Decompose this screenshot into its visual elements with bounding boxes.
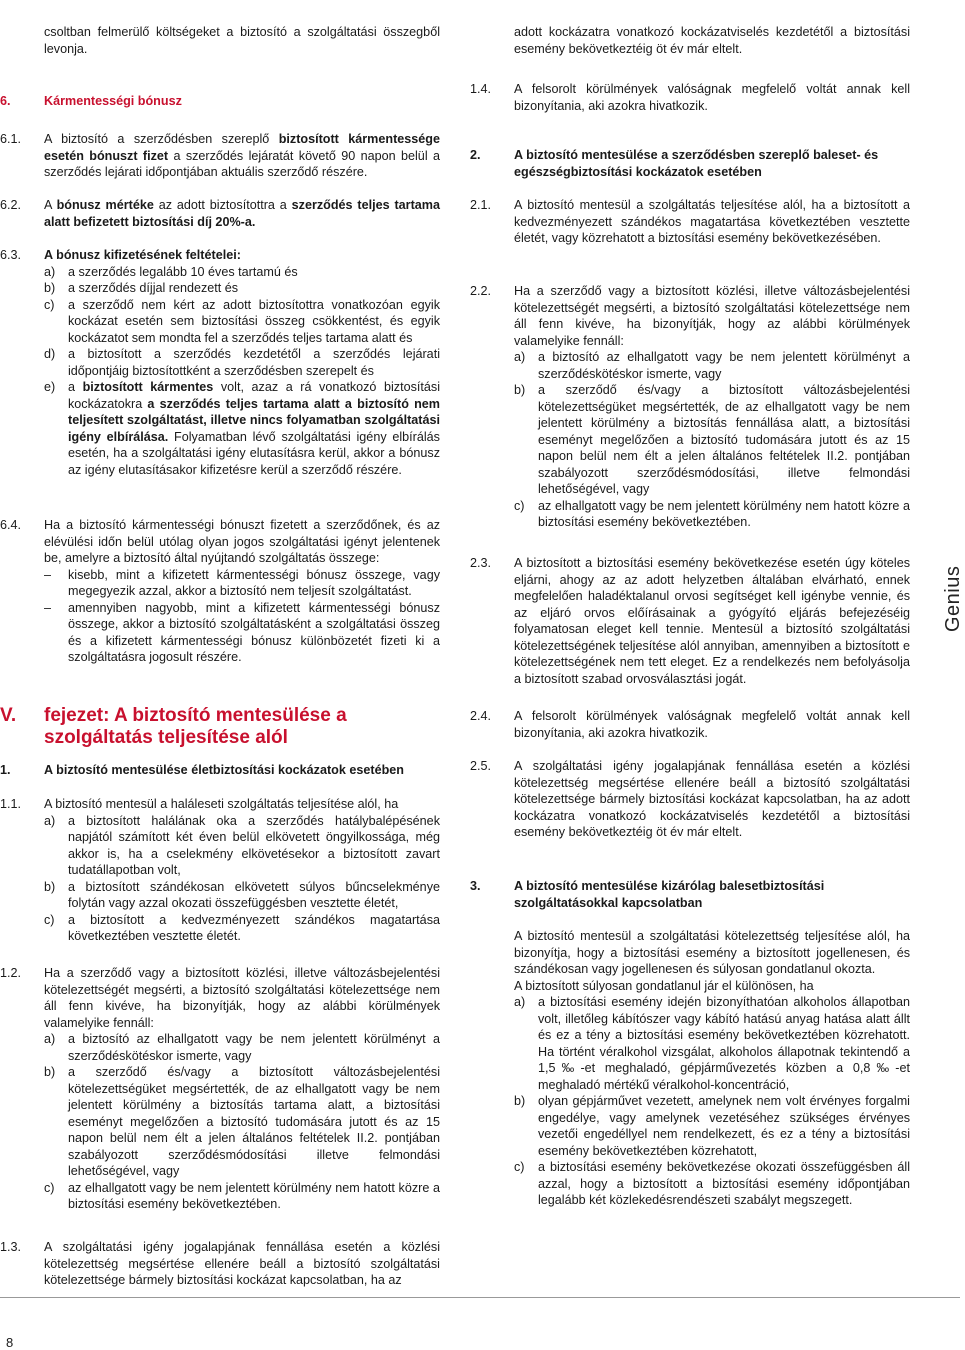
section-2-1: 2.1. A biztosító mentesül a szolgáltatás teljesítése alól, ha a biztosított a kedvezményezett szándékos magatartása következtében vesztette életét, vagy közrehatott a biztosítási esemény bekövetkezésében.	[470, 198, 910, 245]
page-number: 8	[6, 1335, 14, 1350]
list-item: c) a biztosított a kedvezményezett szándékos magatartása következtében vesztette életét.	[44, 912, 440, 943]
list-item: b) olyan gépjárművet vezetett, amelynek nem volt érvényes forgalmi engedélye, vagy amelynek vezetéséhez szükséges érvényes vezetői engedéllyel nem rendelkezett, és ez a tény a biztosítási esemény bekövetkeztében közrehatott,	[514, 1094, 910, 1158]
section-2-3: 2.3. A biztosított a biztosítási esemény bekövetkezése esetén úgy köteles eljárni, ahogy az az adott helyzetben általában elvárható, ennek megfelelően haladéktalanul orvosi segítséget kell igénybe vennie, és az eljáró orvos előírásainak a gyógyító eljárás befejezéséig folyamatosan eleget kell tennie. Mentesül a biztosító szolgáltatási kötelezettségének teljesítése alól annyiban, amennyiben a biztosított e kötelezettségének nem tett eleget. Ez a rendelkezés nem befolyásolja a biztosított szabad orvosválasztási jogát.	[470, 556, 910, 686]
list-item: b) a szerződés díjjal rendezett és	[44, 281, 239, 295]
section-6-4: 6.4. Ha a biztosító kármentességi bónuszt fizetett a szerződőnek, és az elévülési időn belül utólag olyan jogos szolgáltatási igényt jelentenek be, amelyre a biztosító által nyújtandó szolgáltatás összege: – kisebb, mint a kifizetett kármentességi bónusz összege, vagy megegyezik azzal, akkor a biztosító nem teljesít szolgáltatást. – amennyiben nagyobb, mint a kifizetett kármentességi bónusz összege, akkor a biztosító szolgáltatásként a szolgáltatási összeg és a kifizetett kármentességi bónusz különbözetét fizeti ki a szolgáltatásra jogosult részére.	[0, 518, 440, 664]
section-6-3: 6.3. A bónusz kifizetésének feltételei: a) a szerződés legalább 10 éves tartamú és b) a szerződés díjjal rendezett és c) a szerződő nem kért az adott biztosítottra vonatkozóan egyik kockázat esetén sem biztosítási összeg csökkentést, és egyik kockázatot sem mondta fel a szerződés teljes tartama alatt és d) a biztosított a szerződés kezdetétől a szerződés lejárati időpontjáig biztosítottként a szerződésben szerepelt és e) a biztosított kármentes volt, azaz a rá vonatkozó biztosítási kockázatokra a szerződés teljes tartama alatt a biztosító nem teljesített szolgáltatást, illetve nincs folyamatban szolgáltatási igény elbírálása. Folyamatban lévő szolgáltatási igény elbírálás esetén, ha a szolgáltatási igény elutasításra kerül, akkor a bónusz az igény elutasításakor kifizetésre kerül a szerződő részére.	[0, 248, 440, 477]
list-item: – kisebb, mint a kifizetett kármentességi bónusz összege, vagy megegyezik azzal, akkor a biztosító nem teljesít szolgáltatást.	[44, 567, 440, 598]
list-item: a) a biztosított halálának oka a szerződés hatálybalépésének napjától számított két éven belül elkövetett öngyilkossága, még akkor is, ha a cselekmény elkövetésekor a biztosított zavart tudatállapotban volt,	[44, 813, 440, 877]
section-1-heading: 1. A biztosító mentesülése életbiztosítási kockázatok esetében	[0, 763, 404, 777]
section-1-2: 1.2. Ha a szerződő vagy a biztosított közlési, illetve változásbejelentési kötelezettségét megsérti, a biztosító szolgáltatási kötelezettsége nem áll fenn kivéve, ha bizonyítják, hogy az alábbi körülmények valamelyike fennáll: a) a biztosító az elhallgatott vagy be nem jelentett körülményt a szerződéskötéskor ismerte, vagy b) a szerződő és/vagy a biztosított változásbejelentési kötelezettségüket megsértették, de az elhallgatott vagy be nem jelentett körülmény a biztosítás tartama alatt, a biztosítási eseményt megelőzően a biztosító tudomására jutott és az 15 napon belül nem élt a jelen általános feltételek II.2. pontjában szabályozott szerződésmódosítási illetve felmondási lehetőségével, vagy c) az elhallgatott vagy be nem jelentett körülmény nem hatott közre a biztosítási esemény bekövetkeztében.	[0, 966, 440, 1211]
section-2-5: 2.5. A szolgáltatási igény jogalapjának fennállása esetén a közlési kötelezettség megsértése ellenére beáll a biztosító szolgáltatási kötelezettsége bármely biztosítási kockázat kapcsolatban, ha az adott kockázatra vonatkozó kockázatviselés kezdetétől a biztosítási esemény bekövetkeztéig öt év már eltelt.	[470, 759, 910, 839]
left-intro-paragraph: csoltban felmerülő költségeket a biztosító a szolgáltatási összegből levonja.	[44, 25, 440, 56]
section-1-3: 1.3. A szolgáltatási igény jogalapjának fennállása esetén a közlési kötelezettség megsértése ellenére beáll a biztosító szolgáltatási kötelezettsége bármely biztosítási kockázat kapcsolatban, ha az	[0, 1240, 440, 1287]
list-item: e) a biztosított kármentes volt, azaz a rá vonatkozó biztosítási kockázatokra a szerződés teljes tartama alatt a biztosító nem teljesített szolgáltatást, illetve nincs folyamatban szolgáltatási igény elbírálása. Folyamatban lévő szolgáltatási igény elbírálás esetén, ha a szolgáltatási igény elutasításra kerül, akkor a bónusz az igény elutasításakor kifizetésre kerül a szerződő részére.	[44, 380, 440, 477]
section-3-heading: 3. A biztosító mentesülése kizárólag balesetbiztosítási szolgáltatásokkal kapcsolatban	[470, 879, 825, 910]
section-6-3-title: A bónusz kifizetésének feltételei:	[44, 248, 241, 262]
list-item: c) a biztosítási esemény bekövetkezése okozati összefüggésben áll azzal, hogy a biztosított a biztosítási esemény időpontjában legalább két közlekedésrendészeti szabályt megszegett.	[514, 1160, 910, 1207]
section-6-1: 6.1. A biztosító a szerződésben szereplő biztosított kármentessége esetén bónuszt fizet a szerződés lejáratát követő 90 napon belül a szerződés lejárati időpontjában aktuális szerződő részére.	[0, 132, 440, 179]
right-intro-paragraph: adott kockázatra vonatkozó kockázatviselés kezdetétől a biztosítási esemény bekövetkeztéig öt év már eltelt.	[514, 25, 910, 56]
list-item: a) a biztosítási esemény idején bizonyíthatóan alkoholos állapotban volt, illetőleg kábítószer vagy kábító hatású anyag hatása alatt állt és ez a tény a biztosítási esemény bekövetkeztében közrehatott. Ha történt véralkohol vizsgálat, alkoholos állapotnak tekintendő a 1,5‰-et meghaladó, gépjárművezetés közben a 0,8‰-et meghaladó mértékű véralkohol-koncentráció,	[514, 995, 910, 1092]
section-1-1: 1.1. A biztosító mentesül a haláleseti szolgáltatás teljesítése alól, ha a) a biztosított halálának oka a szerződés hatálybalépésének napjától számított két éven belül elkövetett öngyilkossága, még akkor is, ha a cselekmény elkövetésekor a biztosított zavart tudatállapotban volt, b) a biztosított szándékosan elkövetett súlyos bűncselekménye folytán vagy azzal okozati összefüggésben vesztette életét, c) a biztosított a kedvezményezett szándékos magatartása következtében vesztette életét.	[0, 797, 440, 943]
section-2-2: 2.2. Ha a szerződő vagy a biztosított közlési, illetve változásbejelentési kötelezettségét megsérti, a biztosító szolgáltatási kötelezettsége nem áll fenn kivéve, ha bizonyítják, hogy az alábbi körülmények valamelyike fennáll: a) a biztosító az elhallgatott vagy be nem jelentett körülményt a szerződéskötéskor ismerte, vagy b) a szerződő és/vagy a biztosított változásbejelentési kötelezettségüket megsértették, de az elhallgatott vagy be nem jelentett körülmény a biztosítás fennállása alatt, a biztosítási eseményt megelőzően a biztosító tudomására jutott és az 15 napon belül nem élt a jelen általános feltételek II.2. pontjában szabályozott szerződésmódosítási, illetve felmondási lehetőségével, vagy c) az elhallgatott vagy be nem jelentett körülmény nem hatott közre a biztosítási esemény bekövetkeztében.	[470, 284, 910, 529]
list-item: b) a szerződő és/vagy a biztosított változásbejelentési kötelezettségüket megsértették, de az elhallgatott vagy be nem jelentett körülmény a biztosítás fennállása alatt, a biztosítási eseményt megelőzően a biztosító tudomására jutott és az 15 napon belül nem élt a jelen általános feltételek II.2. pontjában szabályozott szerződésmódosítási, illetve felmondási lehetőségével, vagy	[514, 383, 910, 496]
section-2-heading: 2. A biztosító mentesülése a szerződésben szereplő baleset- és egészségbiztosítási kockázatok esetében	[470, 148, 879, 179]
section-2-4: 2.4. A felsorolt körülmények valóságnak megfelelő voltát annak kell bizonyítania, aki azokra hivatkozik.	[470, 709, 910, 740]
list-item: c) az elhallgatott vagy be nem jelentett körülmény nem hatott közre a biztosítási esemény bekövetkeztében.	[514, 498, 910, 529]
list-item: – amennyiben nagyobb, mint a kifizetett kármentességi bónusz összege, akkor a biztosító szolgáltatásként a szolgáltatási összeg és a kifizetett kármentességi bónusz különbözetét fizeti ki a szolgáltatásra jogosult részére.	[44, 600, 440, 664]
list-item: c) az elhallgatott vagy be nem jelentett körülmény nem hatott közre a biztosítási esemény bekövetkeztében.	[44, 1180, 440, 1211]
section-1-4: 1.4. A felsorolt körülmények valóságnak megfelelő voltát annak kell bizonyítania, aki azokra hivatkozik.	[470, 82, 910, 113]
list-item: a) a biztosító az elhallgatott vagy be nem jelentett körülményt a szerződéskötéskor ismerte, vagy	[44, 1032, 440, 1063]
list-item: a) a biztosító az elhallgatott vagy be nem jelentett körülményt a szerződéskötéskor ismerte, vagy	[514, 350, 910, 381]
section-6-heading: 6. Kármentességi bónusz	[0, 94, 182, 108]
list-item: c) a szerződő nem kért az adott biztosítottra vonatkozóan egyik kockázat esetén sem biztosítási összeg csökkentést, és egyik kockázatot sem mondta fel a szerződés teljes tartama alatt és	[44, 297, 440, 345]
list-item: d) a biztosított a szerződés kezdetétől a szerződés lejárati időpontjáig biztosítottként a szerződésben szerepelt és	[44, 347, 440, 378]
list-item: b) a szerződő és/vagy a biztosított változásbejelentési kötelezettségüket megsértették, de az elhallgatott vagy be nem jelentett körülmény a biztosítás tartama alatt, a biztosítási eseményt megelőzően a biztosító tudomására jutott és az 15 napon belül nem élt a jelen általános feltételek II.2. pontjában szabályozott szerződésmódosítási illetve felmondási lehetőségével, vagy	[44, 1065, 440, 1178]
section-3-body: A biztosító mentesül a szolgáltatási kötelezettség teljesítése alól, ha bizonyítja, hogy a biztosítási esemény a biztosított jogellenesen, és szándékosan vagy jogellenesen és súlyosan gondatlanul okozta. A biztosított súlyosan gondatlanul jár el különösen, ha a) a biztosítási esemény idején bizonyíthatóan alkoholos állapotban volt, illetőleg kábítószer vagy kábító hatású anyag hatása alatt állt és ez a tény a biztosítási esemény bekövetkeztében közrehatott. Ha történt véralkohol vizsgálat, alkoholos állapotnak tekintendő a 1,5‰-et meghaladó, gépjárművezetés közben a 0,8‰-et meghaladó mértékű véralkohol-koncentráció, b) olyan gépjárművet vezetett, amelynek nem volt érvényes forgalmi engedélye, vagy amelynek vezetéséhez szükséges érvényes vezetői engedéllyel nem rendelkezett, és ez a tény a biztosítási esemény bekövetkeztében közrehatott, c) a biztosítási esemény bekövetkezése okozati összefüggésben áll azzal, hogy a biztosított a biztosítási esemény időpontjában legalább két közlekedésrendészeti szabályt megszegett.	[514, 929, 910, 1207]
list-item: a) a szerződés legalább 10 éves tartamú és	[44, 264, 298, 279]
chapter-5-heading: V. fejezet: A biztosító mentesülése a szolgáltatás teljesítése alól	[0, 705, 347, 748]
section-6-2: 6.2. A bónusz mértéke az adott biztosítottra a szerződés teljes tartama alatt befizetett biztosítási díj 20%-a.	[0, 198, 440, 229]
list-item: b) a biztosított szándékosan elkövetett súlyos bűncselekménye folytán vagy azzal okozati összefüggésben vesztette életét,	[44, 879, 440, 910]
brand-sidebar-label: Genius	[942, 565, 964, 632]
footer-divider	[0, 1297, 960, 1298]
